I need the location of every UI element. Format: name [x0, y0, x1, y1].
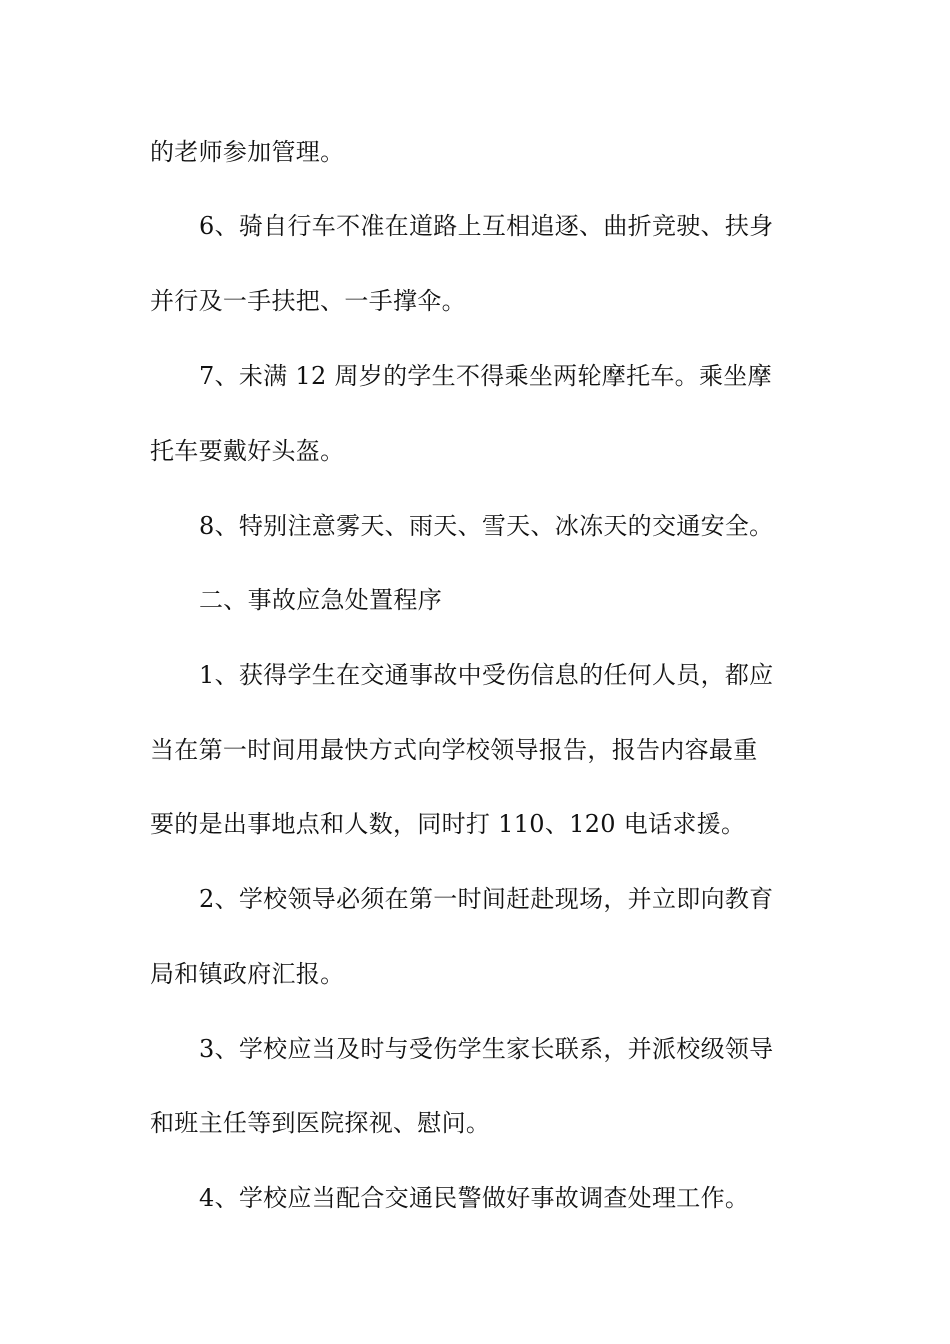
text-line: 的老师参加管理。 [150, 138, 345, 166]
text-line: 3、学校应当及时与受伤学生家长联系，并派校级领导 [199, 1035, 774, 1063]
text-line: 和班主任等到医院探视、慰问。 [150, 1109, 491, 1137]
text-line: 1、获得学生在交通事故中受伤信息的任何人员，都应 [199, 661, 774, 689]
text-line: 当在第一时间用最快方式向学校领导报告，报告内容最重 [150, 736, 758, 764]
text-line: 6、骑自行车不准在道路上互相追逐、曲折竞驶、扶身 [199, 212, 774, 240]
section-heading: 二、事故应急处置程序 [199, 586, 442, 614]
text-line: 4、学校应当配合交通民警做好事故调查处理工作。 [199, 1184, 750, 1212]
text-line: 8、特别注意雾天、雨天、雪天、冰冻天的交通安全。 [199, 512, 774, 540]
text-line: 托车要戴好头盔。 [150, 437, 345, 465]
text-line: 并行及一手扶把、一手撑伞。 [150, 287, 466, 315]
text-line: 要的是出事地点和人数，同时打 110、120 电话求援。 [150, 810, 746, 838]
text-line: 2、学校领导必须在第一时间赶赴现场，并立即向教育 [199, 885, 774, 913]
text-line: 局和镇政府汇报。 [150, 960, 345, 988]
text-line: 7、未满 12 周岁的学生不得乘坐两轮摩托车。乘坐摩 [199, 362, 772, 390]
